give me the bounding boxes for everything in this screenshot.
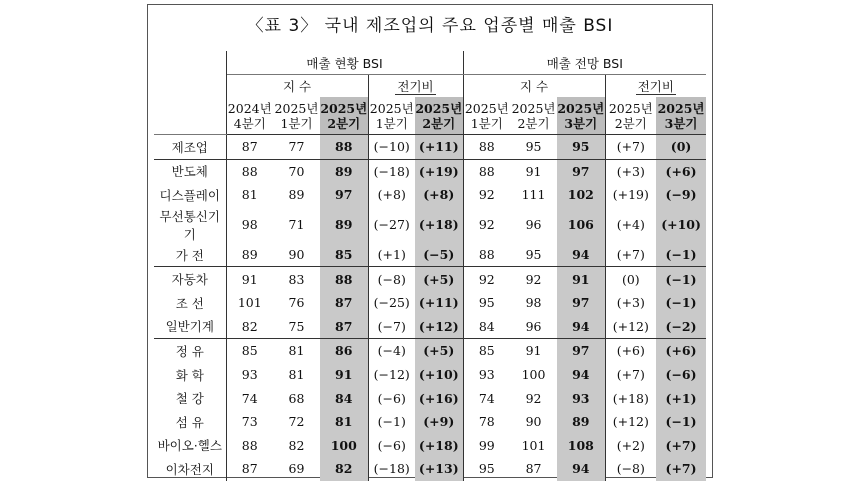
period-quarter: 1분기: [470, 115, 503, 131]
outlook-cell: (−2): [656, 315, 706, 339]
outlook-cell: 92: [463, 267, 510, 291]
outlook-cell: 97: [557, 291, 605, 315]
outlook-cell: 95: [510, 135, 557, 160]
corner-cell: [154, 51, 226, 135]
current-cell: (−5): [415, 243, 463, 267]
period-year: 2025년: [464, 100, 509, 116]
outlook-cell: 97: [557, 339, 605, 363]
table-row: [154, 135, 706, 160]
outlook-cell: 94: [557, 457, 605, 481]
table-row: [154, 315, 706, 339]
outlook-cell: (+7): [605, 363, 656, 387]
outlook-cell: (+7): [656, 434, 706, 458]
current-cell: (+11): [415, 135, 463, 160]
outlook-cell: 95: [557, 135, 605, 160]
outlook-cell: (−1): [656, 243, 706, 267]
current-cell: 81: [241, 187, 258, 203]
outlook-cell: (+2): [605, 434, 656, 458]
row-label: 가 전: [154, 243, 226, 267]
current-cell: 77: [273, 135, 320, 160]
current-period-header: [415, 97, 463, 135]
table-row: [154, 339, 706, 363]
outlook-cell: 91: [525, 163, 542, 179]
current-cell: (−10): [368, 135, 415, 160]
current-cell: (+9): [415, 410, 463, 434]
outlook-cell: 92: [463, 207, 510, 243]
outlook-cell: (+19): [605, 183, 656, 207]
outlook-cell: (+6): [656, 159, 706, 183]
outlook-cell: 95: [463, 457, 510, 481]
bsi-table: [154, 51, 706, 481]
current-cell: (−25): [368, 291, 415, 315]
table-row: [154, 159, 706, 183]
outlook-cell: 74: [463, 386, 510, 410]
outlook-cell: 93: [463, 363, 510, 387]
current-cell: (−6): [368, 434, 415, 458]
current-cell: 82: [288, 437, 305, 453]
period-quarter: 3분기: [564, 115, 598, 131]
row-label: 이차전지: [154, 457, 226, 481]
current-cell: 68: [288, 390, 305, 406]
outlook-cell: 95: [510, 243, 557, 267]
current-cell: (−18): [368, 457, 415, 481]
current-cell: (+10): [415, 363, 463, 387]
outlook-cell: 87: [525, 461, 542, 477]
table-row: [154, 434, 706, 458]
period-year: 2025년: [320, 100, 368, 116]
current-cell: (+5): [415, 339, 463, 363]
current-cell: 89: [320, 159, 368, 183]
outlook-cell: (−1): [656, 410, 706, 434]
outlook-cell: (+12): [605, 410, 656, 434]
current-cell: 89: [320, 207, 368, 243]
outlook-cell: 111: [521, 187, 546, 203]
current-cell: (−18): [368, 159, 415, 183]
current-cell: 87: [320, 315, 368, 339]
current-cell: 90: [273, 243, 320, 267]
outlook-cell: (−1): [656, 291, 706, 315]
outlook-cell: (+3): [605, 159, 656, 183]
current-cell: (+5): [415, 267, 463, 291]
current-cell: 75: [273, 315, 320, 339]
current-period-header: [320, 97, 368, 135]
current-cell: 81: [288, 343, 305, 359]
current-cell: 87: [226, 135, 273, 160]
current-cell: (−6): [368, 386, 415, 410]
outlook-cell: (+7): [605, 135, 656, 160]
current-cell: (−7): [368, 315, 415, 339]
current-cell: (−27): [368, 207, 415, 243]
outlook-cell: 99: [463, 434, 510, 458]
period-year: 2025년: [369, 100, 414, 116]
table-row: [154, 207, 706, 243]
outlook-cell: 88: [463, 243, 510, 267]
period-quarter: 4분기: [233, 115, 266, 131]
outlook-cell: 97: [557, 159, 605, 183]
current-cell: (+12): [415, 315, 463, 339]
current-group-header: 매출 현황 BSI: [226, 51, 463, 75]
current-cell: (−1): [368, 410, 415, 434]
current-cell: 91: [241, 271, 258, 287]
outlook-cell: 78: [463, 410, 510, 434]
current-period-header: [273, 97, 320, 135]
row-label: 반도체: [154, 159, 226, 183]
period-quarter: 1분기: [375, 115, 408, 131]
outlook-cell: (+6): [605, 339, 656, 363]
current-cell: (−4): [368, 339, 415, 363]
row-label: 조 선: [154, 291, 226, 315]
table-row: [154, 291, 706, 315]
outlook-period-header: [605, 97, 656, 135]
outlook-cell: 92: [463, 183, 510, 207]
current-period-header: [368, 97, 415, 135]
row-label: 자동차: [154, 267, 226, 291]
current-cell: 85: [241, 343, 258, 359]
outlook-cell: (−6): [656, 363, 706, 387]
current-cell: 69: [288, 461, 305, 477]
outlook-cell: (+10): [656, 207, 706, 243]
outlook-cell: 96: [525, 217, 542, 233]
outlook-cell: 95: [463, 291, 510, 315]
outlook-cell: 98: [525, 295, 542, 311]
outlook-cell: 96: [510, 315, 557, 339]
outlook-cell: (+6): [656, 339, 706, 363]
outlook-cell: (+18): [605, 386, 656, 410]
current-cell: (−12): [368, 363, 415, 387]
current-cell: 71: [288, 217, 305, 233]
period-year: 2025년: [274, 100, 319, 116]
current-cell: (+8): [368, 183, 415, 207]
outlook-cell: (0): [605, 267, 656, 291]
table-frame: [147, 4, 713, 478]
outlook-cell: (+3): [605, 291, 656, 315]
outlook-cell: (+4): [605, 207, 656, 243]
row-label: 일반기계: [154, 315, 226, 339]
period-year: 2024년: [227, 100, 272, 116]
outlook-cell: 93: [557, 386, 605, 410]
current-cell: 82: [226, 315, 273, 339]
outlook-cell: 108: [557, 434, 605, 458]
row-label: 무선통신기기: [154, 207, 226, 243]
current-cell: (+8): [415, 183, 463, 207]
outlook-change-header: 전기비: [605, 75, 706, 98]
period-year: 2025년: [511, 100, 556, 116]
table-row: [154, 363, 706, 387]
period-quarter: 2분기: [327, 115, 361, 131]
outlook-period-header: [656, 97, 706, 135]
outlook-group-header: 매출 전망 BSI: [463, 51, 706, 75]
current-cell: 72: [288, 414, 305, 430]
current-cell: 70: [288, 163, 305, 179]
current-cell: (+11): [415, 291, 463, 315]
current-cell: (−8): [368, 267, 415, 291]
current-index-header: 지 수: [282, 79, 312, 94]
current-cell: 87: [320, 291, 368, 315]
current-cell: 73: [241, 414, 258, 430]
outlook-period-header: [463, 97, 510, 135]
outlook-cell: 88: [463, 159, 510, 183]
outlook-cell: 89: [557, 410, 605, 434]
period-year: 2025년: [415, 100, 463, 116]
row-label: 제조업: [154, 135, 226, 160]
outlook-cell: (0): [656, 135, 706, 160]
current-cell: 84: [320, 386, 368, 410]
table-row: [154, 410, 706, 434]
table-row: [154, 457, 706, 481]
outlook-cell: 102: [557, 183, 605, 207]
table-row: [154, 243, 706, 267]
current-cell: (+19): [415, 159, 463, 183]
outlook-cell: 101: [521, 437, 546, 453]
current-cell: 89: [226, 243, 273, 267]
current-cell: 98: [241, 217, 258, 233]
current-period-header: [226, 97, 273, 135]
row-label: 철 강: [154, 386, 226, 410]
table-row: [154, 386, 706, 410]
outlook-cell: 92: [525, 390, 542, 406]
current-cell: 87: [241, 461, 258, 477]
period-quarter: 2분기: [422, 115, 456, 131]
current-cell: (+16): [415, 386, 463, 410]
current-cell: 100: [320, 434, 368, 458]
current-cell: 83: [288, 271, 305, 287]
current-cell: (+1): [368, 243, 415, 267]
outlook-cell: 91: [525, 343, 542, 359]
current-cell: 101: [237, 295, 262, 311]
table-row: [154, 183, 706, 207]
outlook-period-header: [557, 97, 605, 135]
current-cell: 86: [320, 339, 368, 363]
current-cell: 88: [320, 135, 368, 160]
current-cell: (+13): [415, 457, 463, 481]
current-cell: 88: [241, 163, 258, 179]
outlook-cell: 90: [525, 414, 542, 430]
current-cell: 76: [288, 295, 305, 311]
outlook-cell: 91: [557, 267, 605, 291]
row-label: 정 유: [154, 339, 226, 363]
period-quarter: 2분기: [517, 115, 550, 131]
current-cell: 91: [320, 363, 368, 387]
outlook-cell: (+1): [656, 386, 706, 410]
period-quarter: 3분기: [664, 115, 698, 131]
outlook-cell: (+7): [605, 243, 656, 267]
current-cell: 85: [320, 243, 368, 267]
outlook-cell: (−9): [656, 183, 706, 207]
outlook-period-header: [510, 97, 557, 135]
outlook-cell: 94: [557, 363, 605, 387]
outlook-index-header: 지 수: [463, 75, 605, 98]
table-title: 〈표 3〉 국내 제조업의 주요 업종별 매출 BSI: [246, 16, 614, 36]
outlook-cell: 94: [557, 243, 605, 267]
period-year: 2025년: [657, 100, 705, 116]
outlook-cell: 88: [463, 135, 510, 160]
outlook-cell: (−1): [656, 267, 706, 291]
period-year: 2025년: [608, 100, 653, 116]
current-cell: 89: [288, 187, 305, 203]
period-year: 2025년: [557, 100, 605, 116]
current-cell: 93: [241, 367, 258, 383]
current-cell: 88: [320, 267, 368, 291]
row-label: 섬 유: [154, 410, 226, 434]
outlook-cell: 84: [463, 315, 510, 339]
current-change-header: 전기비: [368, 75, 463, 98]
outlook-cell: 100: [521, 367, 546, 383]
current-cell: 82: [320, 457, 368, 481]
row-label: 디스플레이: [154, 183, 226, 207]
current-cell: 74: [241, 390, 258, 406]
outlook-cell: (+12): [605, 315, 656, 339]
period-quarter: 1분기: [280, 115, 313, 131]
current-cell: (+18): [415, 434, 463, 458]
outlook-cell: 94: [557, 315, 605, 339]
current-cell: (+18): [415, 207, 463, 243]
outlook-cell: 106: [557, 207, 605, 243]
outlook-cell: (+7): [656, 457, 706, 481]
current-cell: 81: [288, 367, 305, 383]
current-cell: 88: [241, 437, 258, 453]
current-cell: 97: [320, 183, 368, 207]
current-cell: 81: [320, 410, 368, 434]
outlook-cell: 92: [525, 271, 542, 287]
row-label: 화 학: [154, 363, 226, 387]
outlook-cell: 85: [463, 339, 510, 363]
period-quarter: 2분기: [614, 115, 647, 131]
outlook-cell: (−8): [605, 457, 656, 481]
table-row: [154, 267, 706, 291]
row-label: 바이오·헬스: [154, 434, 226, 458]
